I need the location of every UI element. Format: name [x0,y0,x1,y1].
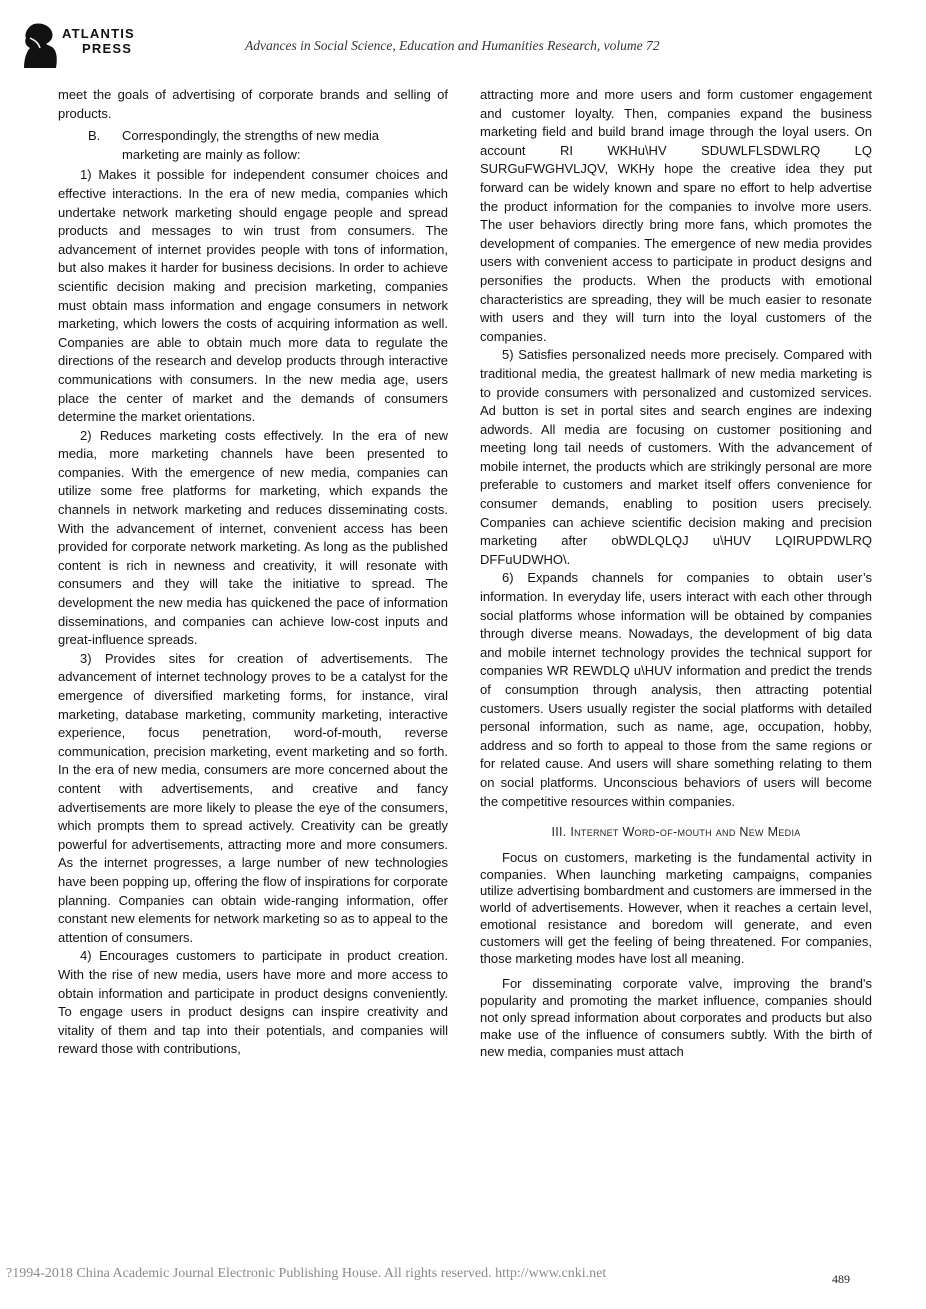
subsection-heading-b [58,127,448,164]
paragraph-strength-4-continued: attracting more and more users and form customer engagement and customer loyalty. Then, companies expand the business marketing field and build brand image through the loyal users. On account RI WKHu\HV SDUWLFLSDWLRQ LQ SURGuFWGHVLJQV, WKHy hope the creative idea they put forward can be widely known and spare no effort to help advertise the product information for the companies to involve more users. The user behaviors directly bring more fans, which promotes the development of companies. The emergence of new media provides users with convenient access to participate in product designs and personifies the products. When the products with emotional characteristics are spreading, they will be much easier to resonate with users and they will turn into the loyal customers of the companies. [480,87,872,344]
journal-title: Advances in Social Science, Education and Humanities Research, volume 72 [245,38,660,53]
thinker-silhouette-icon [20,22,60,70]
logo-line-1: ATLANTIS [62,26,135,41]
subsection-title: Correspondingly, the strengths of new media marketing are mainly as follow: [122,128,380,162]
right-column [480,86,872,1060]
paragraph-strength-4: 4) Encourages customers to participate in product creation. With the rise of new media, users have more and more access to obtain information and participate in product designs conveniently. To engage users in product designs can inspire creativity and vitality of them and tap into their potentials, and companies will reward those with contributions, [58,948,448,1057]
page-number: 489 [832,1272,850,1286]
section-heading-iii: III. Internet Word-of-mouth and New Media [551,825,801,840]
paragraph-word-of-mouth-1: Focus on customers, marketing is the fundamental activity in companies. When launching marketing campaigns, companies utilize advertising bombardment and customers are immersed in the world of advertisements. However, when it reaches a certain level, emotional resistance and boredom will generate, and even customers will get the feeling of being threatened. For companies, those marketing modes have lost all meaning. [480,849,872,966]
paragraph-strength-5: 5) Satisfies personalized needs more precisely. Compared with traditional media, the greatest hallmark of new media marketing is to provide consumers with personalized and customized services. Ad button is set in portal sites and search engines are indexing adwords. All media are focusing on customer positioning and meeting long tail needs of customers. With the advancement of mobile internet, the products which are strikingly personal are more preferable to customers and market itself offers convenience for consumer demands, enabling to position users precisely. Companies can achieve scientific decision making and precision marketing after obWDLQLQJ u\HUV LQIRUPDWLRQ DFFuUDWHO\. [480,347,872,567]
paragraph-strength-1: 1) Makes it possible for independent consumer choices and effective interactions. In the era of new media, companies which undertake network marketing should engage people and spread products and messages to win trust from consumers. The advancement of internet provides people with tons of information, but also makes it harder for business decisions. In order to achieve scientific decision making and precision marketing, companies must obtain mass information and engage consumers in network marketing, which lowers the costs of acquiring information as well. Companies are able to obtain much more data to regulate the directions of the research and develop products through interactive communications with consumers. In the new media age, users place the center of market and the demands of consumers determine the market orientations. [58,167,448,425]
copyright-footer: ?1994-2018 China Academic Journal Electronic Publishing House. All rights reserved. http://www.cnki.net [6,1266,607,1281]
paragraph-strength-3: 3) Provides sites for creation of advertisements. The advancement of internet technology proves to be a catalyst for the emergence of diversified marketing forms, for instance, viral marketing, database marketing, community marketing, interactive experience, focus penetration, word-of-mouth, reverse communication, precision marketing, event marketing and so forth. In the era of new media, consumers are more concerned about the content with advertisements, and creative and fancy advertisements are more likely to please the eye of the consumers, which prompts them to spread actively. Creativity can be greatly powerful for advertisements, attracting more and more consumers. As the internet progresses, a large number of new technologies have been popping up, offering the flow of inspirations for corporate planning. Companies can obtain wide-ranging information, offer constant new elements for network marketing so as to appeal to the attention of consumers. [58,650,448,945]
paragraph-word-of-mouth-2: For disseminating corporate valve, improving the brand's popularity and promoting the market influence, companies should not only spread information about corporates and products but also make use of the influence of consumers subtly. With the birth of new media, companies must attach [480,976,872,1059]
paragraph-intro-continued: meet the goals of advertising of corporate brands and selling of products. [58,87,448,121]
left-column [58,86,448,1059]
paragraph-strength-2: 2) Reduces marketing costs effectively. In the era of new media, more marketing channels have been presented to companies. With the emergence of new media, companies can utilize some free platforms for marketing, which expands the channels in network marketing and reduces disseminating costs. With the advancement of internet, convenient access has been provided for corporate network marketing. As long as the published content is rich in newness and creativity, it will resonate with consumers and they will take the initiative to spread. The development the new media has quickened the pace of information disseminations, and companies can achieve low-cost inputs and great-influence spreads. [58,427,448,648]
paragraph-strength-6: 6) Expands channels for companies to obtain user’s information. In everyday life, users interact with each other through social platforms whose information will be obtained by companies through diverse means. Nowadays, the development of big data and mobile internet technology provides the technical support for companies WR REWDLQ u\HUV information and predict the trends of consumption through analysis, then attracting potential customers. Users usually register the social platforms with detailed personal information, such as name, age, occupation, hobby, address and so forth to appeal to those from the same regions or for related cause. And users will share something relating to them on social platforms. Unconscious behaviors of users will become the competitive resources within companies. [480,570,872,809]
publisher-logo [20,22,140,72]
logo-line-2: PRESS [82,41,133,56]
subsection-label: B. [88,128,101,144]
